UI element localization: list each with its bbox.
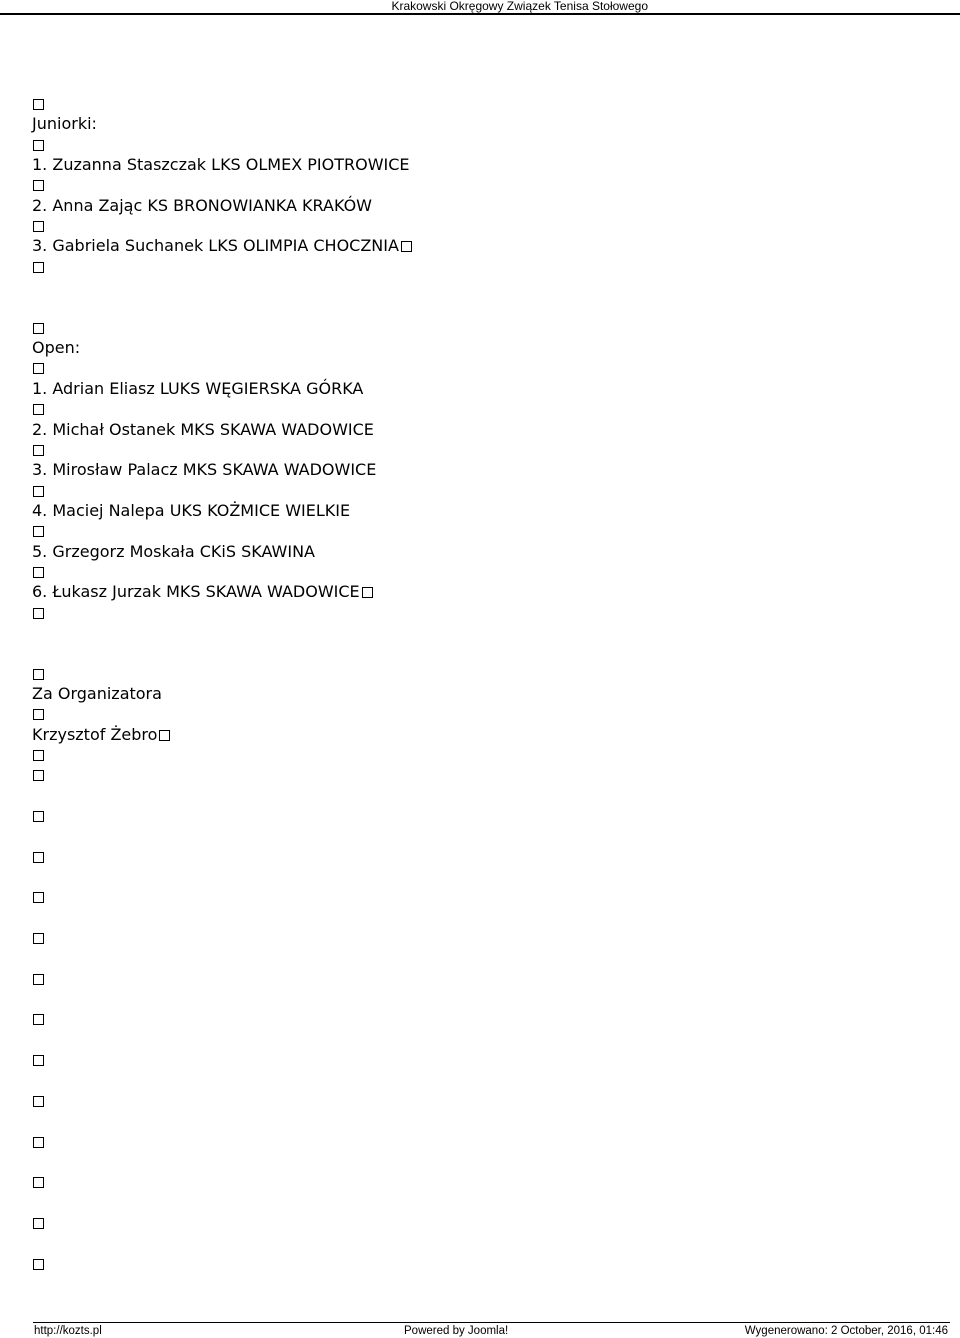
missing-glyph-box: [33, 1014, 44, 1025]
missing-glyph-box: [33, 262, 44, 273]
blank-line: [32, 664, 932, 684]
organizer-heading: Za Organizatora: [32, 683, 162, 703]
missing-glyph-box: [33, 404, 44, 415]
missing-glyph-box: [33, 1259, 44, 1270]
missing-glyph-box: [33, 180, 44, 191]
empty-line: [32, 826, 932, 846]
blank-line: [32, 704, 932, 724]
missing-glyph-box: [159, 730, 170, 741]
empty-line: [32, 1193, 932, 1213]
blank-line: [32, 887, 932, 907]
blank-line: [32, 1172, 932, 1192]
empty-line: [32, 297, 932, 317]
blank-line: [32, 358, 932, 378]
site-title: Krakowski Okręgowy Związek Tenisa Stołowego: [391, 0, 648, 13]
result-line: 2. Michał Ostanek MKS SKAWA WADOWICE: [32, 419, 374, 439]
footer-url: http://kozts.pl: [34, 1325, 102, 1337]
missing-glyph-box: [33, 892, 44, 903]
organizer-line-with-box: [32, 725, 932, 745]
blank-line: [32, 562, 932, 582]
footer-divider: [33, 1322, 950, 1323]
blank-line: [32, 481, 932, 501]
missing-glyph-box: [33, 1177, 44, 1188]
result-line-with-box: [32, 236, 932, 256]
blank-line: [32, 928, 932, 948]
result-line: 5. Grzegorz Moskała CKiS SKAWINA: [32, 541, 315, 561]
blank-line: [32, 969, 932, 989]
blank-line: [32, 745, 932, 765]
empty-line: [32, 643, 932, 663]
result-text: 3. Gabriela Suchanek LKS OLIMPIA CHOCZNIA: [32, 236, 399, 256]
missing-glyph-box: [33, 669, 44, 680]
missing-glyph-box: [33, 140, 44, 151]
blank-line: [32, 318, 932, 338]
missing-glyph-box: [33, 750, 44, 761]
empty-line: [32, 989, 932, 1009]
empty-line: [32, 1030, 932, 1050]
missing-glyph-box: [33, 811, 44, 822]
missing-glyph-box: [33, 526, 44, 537]
blank-line: [32, 257, 932, 277]
missing-glyph-box: [33, 486, 44, 497]
missing-glyph-box: [33, 1096, 44, 1107]
missing-glyph-box: [33, 974, 44, 985]
missing-glyph-box: [33, 323, 44, 334]
missing-glyph-box: [33, 99, 44, 110]
juniorki-heading: Juniorki:: [32, 114, 97, 134]
result-line: 2. Anna Zając KS BRONOWIANKA KRAKÓW: [32, 195, 372, 215]
header-divider: [0, 13, 960, 15]
footer-generated-date: Wygenerowano: 2 October, 2016, 01:46: [744, 1325, 948, 1337]
result-text: 6. Łukasz Jurzak MKS SKAWA WADOWICE: [32, 582, 360, 602]
missing-glyph-box: [33, 1055, 44, 1066]
blank-line: [32, 135, 932, 155]
blank-line: [32, 1132, 932, 1152]
missing-glyph-box: [33, 1137, 44, 1148]
blank-line: [32, 1254, 932, 1274]
blank-line: [32, 1091, 932, 1111]
blank-line: [32, 806, 932, 826]
missing-glyph-box: [33, 445, 44, 456]
empty-line: [32, 1111, 932, 1131]
blank-line: [32, 521, 932, 541]
empty-line: [32, 867, 932, 887]
open-heading: Open:: [32, 338, 81, 358]
blank-line: [32, 399, 932, 419]
blank-line: [32, 94, 932, 114]
empty-line: [32, 908, 932, 928]
blank-line: [32, 1009, 932, 1029]
empty-line: [32, 1233, 932, 1253]
footer-powered-by: Powered by Joomla!: [404, 1325, 509, 1337]
blank-line: [32, 216, 932, 236]
blank-line: [32, 1050, 932, 1070]
result-line: 3. Mirosław Palacz MKS SKAWA WADOWICE: [32, 460, 377, 480]
empty-line: [32, 1071, 932, 1091]
result-line-with-box: [32, 582, 932, 602]
result-line: 1. Adrian Eliasz LUKS WĘGIERSKA GÓRKA: [32, 378, 364, 398]
result-line: 1. Zuzanna Staszczak LKS OLMEX PIOTROWICE: [32, 155, 410, 175]
missing-glyph-box: [33, 567, 44, 578]
missing-glyph-box: [33, 770, 44, 781]
organizer-name: Krzysztof Żebro: [32, 724, 158, 744]
missing-glyph-box: [33, 709, 44, 720]
empty-line: [32, 277, 932, 297]
empty-line: [32, 786, 932, 806]
missing-glyph-box: [33, 1218, 44, 1229]
blank-line: [32, 1213, 932, 1233]
blank-line: [32, 175, 932, 195]
blank-line: [32, 847, 932, 867]
page-header: [0, 0, 960, 14]
empty-line: [32, 1152, 932, 1172]
empty-line: [32, 623, 932, 643]
missing-glyph-box: [401, 241, 412, 252]
result-line: 4. Maciej Nalepa UKS KOŻMICE WIELKIE: [32, 500, 351, 520]
missing-glyph-box: [33, 608, 44, 619]
empty-line: [32, 948, 932, 968]
page-footer: [0, 1322, 960, 1338]
document-body: [32, 94, 932, 1274]
missing-glyph-box: [33, 933, 44, 944]
missing-glyph-box: [33, 363, 44, 374]
blank-line: [32, 440, 932, 460]
missing-glyph-box: [362, 587, 373, 598]
missing-glyph-box: [33, 852, 44, 863]
blank-line: [32, 765, 932, 785]
missing-glyph-box: [33, 221, 44, 232]
blank-line: [32, 603, 932, 623]
